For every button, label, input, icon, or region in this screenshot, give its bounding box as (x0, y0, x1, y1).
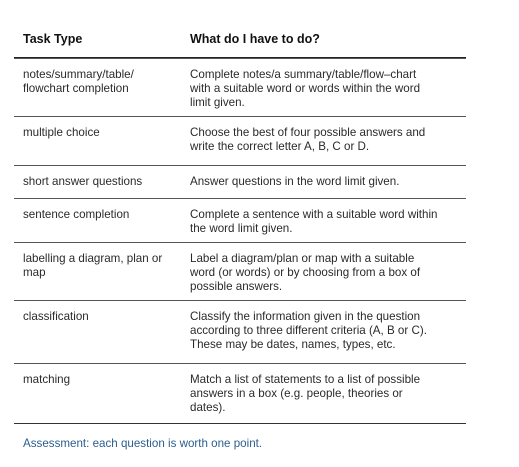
task-description-cell: Match a list of statements to a list of possible answers in a box (e.g. people, theories or dates). (190, 373, 421, 414)
task-type-cell: short answer questions (23, 175, 143, 188)
header-task-type: Task Type (23, 32, 83, 46)
table-row (14, 58, 466, 116)
task-type-cell: matching (23, 373, 71, 386)
task-type-cell: labelling a diagram, plan or map (23, 252, 163, 279)
task-type-cell: classification (23, 310, 89, 323)
task-description-cell: Answer questions in the word limit given. (190, 175, 400, 188)
task-type-table (14, 20, 466, 424)
table-row (14, 198, 466, 242)
task-description-cell: Complete a sentence with a suitable word within the word limit given. (190, 208, 438, 235)
task-description-cell: Complete notes/a summary/table/flow–chart with a suitable word or words within the word limit given. (190, 68, 421, 109)
task-description-cell: Label a diagram/plan or map with a suitable word (or words) or by choosing from a box of possible answers. (190, 252, 421, 293)
task-type-cell: sentence completion (23, 208, 130, 221)
task-type-cell: multiple choice (23, 126, 100, 139)
table-row (14, 242, 466, 300)
table-row (14, 363, 466, 423)
table-row (14, 165, 466, 198)
table-row (14, 300, 466, 363)
table-row (14, 116, 466, 165)
task-description-cell: Classify the information given in the question according to three different criteria (A, B or C). These may be dates, names, types, etc. (190, 310, 427, 351)
header-what-to-do: What do I have to do? (190, 32, 320, 46)
table-header (14, 20, 466, 58)
task-description-cell: Choose the best of four possible answers and write the correct letter A, B, C or D. (190, 126, 426, 153)
assessment-note: Assessment: each question is worth one point. (23, 437, 263, 450)
task-type-cell: notes/summary/table/ flowchart completion (23, 68, 134, 95)
